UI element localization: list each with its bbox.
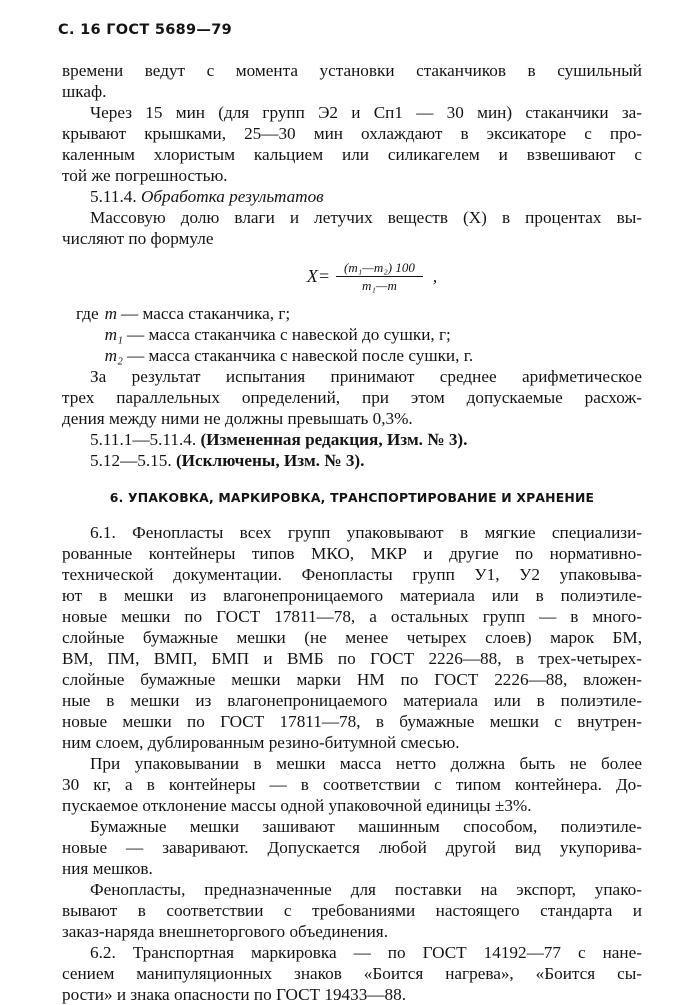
legend-text: — масса стаканчика с навеской после сушки, г. [126,346,474,365]
legend-symbol: m₂ [104,346,123,365]
paragraph-drying-time [62,60,642,102]
text-line: Через 15 мин (для групп Э2 и Сп1 — 30 мин) стаканчики за- [90,103,642,122]
text-line: ют в мешки из влагонепроницаемого материала или в полиэтиле- [62,586,642,605]
clause-number: 5.11.4. [90,187,137,206]
text-line: 30 кг, а в контейнеры — в соответствии с типом контейнера. До- [62,775,642,794]
text-line: рости» и знака опасности по ГОСТ 19433—88. [62,985,406,1004]
section-heading: 6. УПАКОВКА, МАРКИРОВКА, ТРАНСПОРТИРОВАНИЕ И ХРАНЕНИЕ [109,490,595,505]
text-line: той же погрешностью. [62,166,228,185]
text-line: числяют по формуле [62,229,214,248]
text-line: 6.2. Транспортная маркировка — по ГОСТ 14192—77 с нане- [90,943,642,962]
legend-text: — масса стаканчика с навеской до сушки, г; [126,325,451,344]
text-line: каленным хлористым кальцием или силикагелем и взвешивают с [62,145,642,164]
running-header: С. 16 ГОСТ 5689—79 [58,22,233,38]
excluded-text: (Исключены, Изм. № 3). [175,451,365,470]
text-line: дения между ними не должны превышать 0,3%. [62,409,413,428]
paragraph-formula-intro [62,207,642,249]
text-line: слойные бумажные мешки марки НМ по ГОСТ 2226—88, вложен- [62,670,642,689]
excluded-note [62,450,642,471]
paragraph-export [62,879,642,942]
text-line: заказ-наряда внешнеторгового объединения. [62,922,389,941]
text-line: пускаемое отклонение массы одной упаковочной единицы ±3%. [62,796,532,815]
amendment-text: (Измененная редакция, Изм. № 3). [200,430,468,449]
legend-row [76,303,642,324]
legend-row [76,345,642,366]
formula-legend [76,303,642,366]
text-line: ные в мешки из влагонепроницаемого материала или в полиэтиле- [62,691,642,710]
text-line: рованные контейнеры типов МКО, МКР и другие по нормативно- [62,544,642,563]
text-line: 6.1. Фенопласты всех групп упаковывают в мягкие специализи- [90,523,642,542]
text-line: Бумажные мешки зашивают машинным способом, полиэтиле- [90,817,642,836]
formula-numerator: (m₁—m₂) 100 [336,260,423,277]
text-line: новые — заваривают. Допускается любой другой вид укупорива- [62,838,642,857]
clause-heading-5-11-4 [62,186,642,207]
formula-trailing: , [432,266,438,286]
text-line: технической документации. Фенопласты групп У1, У2 упаковыва- [62,565,642,584]
legend-symbol: m [104,304,117,323]
clause-title: Обработка результатов [140,187,324,206]
text-line: слойные бумажные мешки (не менее четырех слоев) марок БМ, [62,628,642,647]
text-line: крывают крышками, 25—30 мин охлаждают в эксикаторе с про- [62,124,642,143]
legend-row [76,324,642,345]
text-line: ним слоем, дублированным резино-битумной смесью. [62,733,460,752]
moisture-formula [102,257,642,295]
paragraph-net-mass [62,753,642,816]
text-line: шкаф. [62,82,107,101]
amendment-note [62,429,642,450]
text-line: вывают в соответствии с требованиями настоящего стандарта и [62,901,642,920]
document-body [62,60,642,1005]
paragraph-sealing [62,816,642,879]
legend-text: — масса стаканчика, г; [121,304,291,323]
paragraph-6-2 [62,942,642,1005]
paragraph-cooling [62,102,642,186]
formula-lhs: X= [306,265,331,286]
text-line: новые мешки по ГОСТ 17811—78, в бумажные мешки с внутрен- [62,712,642,731]
formula-fraction [336,260,423,293]
formula-denominator: m₁—m [362,277,397,293]
paragraph-result [62,366,642,429]
text-line: ния мешков. [62,859,153,878]
text-line: Массовую долю влаги и летучих веществ (X) в процентах вы- [90,208,642,227]
text-line: новые мешки по ГОСТ 17811—78, а остальных групп — в много- [62,607,642,626]
text-line: времени ведут с момента установки стаканчиков в сушильный [62,61,642,80]
text-line: За результат испытания принимают среднее арифметическое [90,367,642,386]
excluded-number: 5.12—5.15. [90,451,172,470]
paragraph-6-1 [62,522,642,753]
text-line: сением манипуляционных знаков «Боится нагрева», «Боится сы- [62,964,642,983]
text-line: трех параллельных определений, при этом допускаемые расхож- [62,388,642,407]
amendment-number: 5.11.1—5.11.4. [90,430,197,449]
legend-symbol: m₁ [104,325,123,344]
text-line: При упаковывании в мешки масса нетто должна быть не более [90,754,642,773]
text-line: Фенопласты, предназначенные для поставки на экспорт, упако- [90,880,642,899]
text-line: ВМ, ПМ, ВМП, БМП и ВМБ по ГОСТ 2226—88, в трех-четырех- [62,649,642,668]
legend-where: где [76,304,99,323]
